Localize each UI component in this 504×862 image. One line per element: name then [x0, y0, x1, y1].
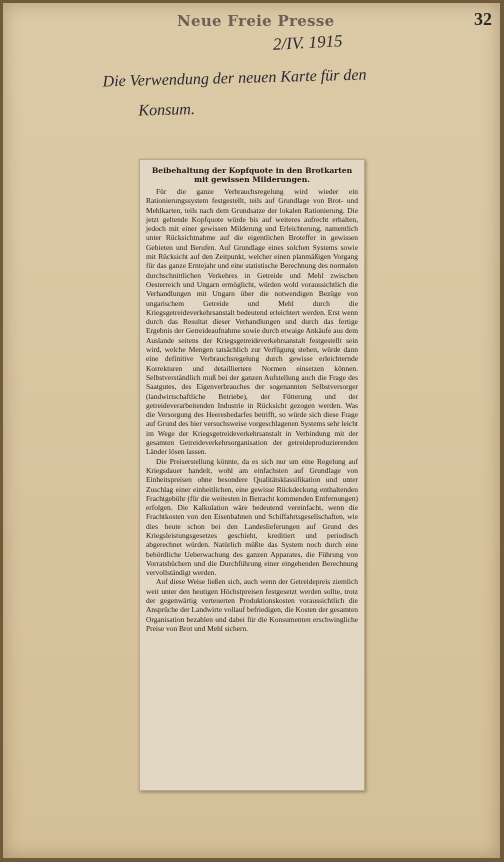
- newspaper-masthead: Neue Freie Presse: [177, 12, 335, 30]
- handwritten-title-line2: Konsum.: [138, 101, 196, 120]
- handwritten-title: [102, 59, 443, 128]
- archive-sheet: [3, 3, 500, 858]
- handwritten-date: 2/IV. 1915: [272, 31, 344, 54]
- clipping-headline: Beibehaltung der Kopfquote in den Brotkarten mit gewissen Milderungen.: [151, 166, 353, 184]
- clipping-paragraph-3: Auf diese Weise ließen sich, auch wenn der Getreidepreis ziemlich weit unter den heutigen Höchstpreisen festgesetzt werden sollte, trotz der gegenwärtig verteuerten Produktionskosten voraussichtlich die Ansprüche der Landwirte vollauf befriedigen, die Kosten der gesamten Organisation bezahlen und dabei für die Konsumenten erschwingliche Preise von Brot und Mehl sichern.: [146, 577, 358, 633]
- newspaper-clipping: [139, 159, 365, 791]
- clipping-paragraph-2: Die Preiserstellung könnte, da es sich nur um eine Regelung auf Kriegsdauer handelt, wohl am einfachsten auf Grundlage von Einheitspreisen ohne besondere Qualitätsklassifikation und unter Zuschlag einer einheitlichen, eine gewisse Rückdeckung enthaltenden Frachtgebühr (für die weitesten in Betracht kommenden Entfernungen) erfolgen. Die Kalkulation wäre bedeutend vereinfacht, wenn die Frachtkosten von den Eisenbahnen und Schiffahrtsgesellschaften, wie dies heute schon bei den Landeslieferungen auf Grund des Kriegsleistungsgesetzes geschieht, kreditiert und periodisch abgerechnet würden. Natürlich müßte das System noch durch eine behördliche Ueberwachung des ganzen Apparates, die Führung von Vorratsbüchern und die Durchführung einer eingehenden Berechnung vervollständigt werden.: [146, 456, 358, 578]
- clipping-paragraph-1: Für die ganze Verbrauchsregelung wird wieder ein Rationierungssystem festgestellt, teils auf Grundlage von Brot- und Mehlkarten, teils nach dem Grundsatze der lokalen Rationierung. Die jetzt geltende Kopfquote würde bis auf weiteres aufrecht erhalten, jedoch mit einer gewissen Milderung und Erleichterung, namentlich unter Rücksichtnahme auf die eigentlichen Broteffer in gewissen Gebieten und Berufen. Auf Grundlage eines solchen Systems sowie mit Rücksicht auf den Zeitpunkt, welcher einen planmäßigen Vorgang für das ganze Erntejahr und eine statistische Berechnung des normalen durchschnittlichen Verkehres in Getreide und Mehl zwischen Oesterreich und Ungarn ermöglicht, würden wohl voraussichtlich die Verhandlungen mit Ungarn über die notwendigen Bezüge von ungarischem Getreide und Mehl durch die Kriegsgetreideverkehrsanstalt bedeutend erleichtert werden. Erst wenn durch das Resultat dieser Verhandlungen und durch das fertige Ergebnis der Getreideaufnahme sowie durch etwaige Ankäufe aus dem Auslande seitens der Kriegsgetreideverkehrsanstalt festgestellt sein wird, welche Mengen tatsächlich zur Verfügung stehen, würde dann eine definitive Verbrauchsregelung durch gewisse erleichternde Korrekturen und detailliertere Normen einsetzen können. Selbstverständlich muß bei der ganzen Aufstellung auch die Frage des Saatgutes, des Eigenverbrauches der sogenannten Selbstversorger (landwirtschaftliche Betriebe), der Fütterung und der getreideverarbeitenden Industrie in Rücksicht gezogen werden. Was die Versorgung des Heeresbedarfes betrifft, so würde sich diese Frage auf Grund des hier versuchsweise vorgeschlagenen Systems sehr leicht im Wege der Kriegsgetreideverkehrsanstalt in Verbindung mit der gesamten Getreideverkehrsorganisation der getreideproduzierenden Länder lösen lassen.: [146, 187, 358, 457]
- page-number: 32: [474, 9, 492, 29]
- handwritten-title-line1: Die Verwendung der neuen Karte für den: [102, 66, 367, 91]
